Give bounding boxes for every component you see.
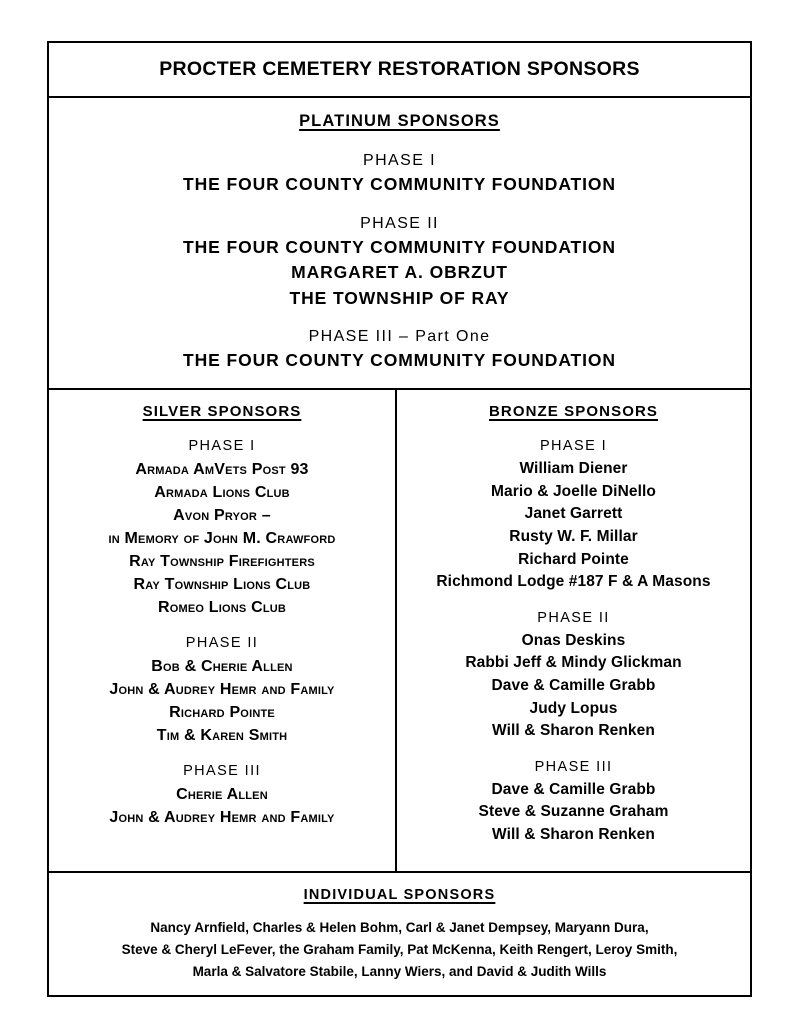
individual-sponsor-line: Steve & Cheryl LeFever, the Graham Family, Pat McKenna, Keith Rengert, Leroy Smith,: [121, 942, 678, 958]
sponsor-name: in Memory of John M. Crawford: [108, 530, 336, 548]
phase-label: PHASE I: [188, 438, 256, 455]
bronze-phase-list: [405, 435, 742, 846]
sponsor-name: Armada AmVets Post 93: [135, 461, 309, 479]
sponsor-name: Rabbi Jeff & Mindy Glickman: [465, 654, 682, 672]
sponsor-name: Janet Garrett: [524, 505, 623, 523]
sponsor-name: THE FOUR COUNTY COMMUNITY FOUNDATION: [183, 174, 616, 195]
sponsor-name: Richmond Lodge #187 F & A Masons: [436, 573, 711, 591]
sponsor-name: Will & Sharon Renken: [492, 825, 655, 843]
sponsor-name: Cherie Allen: [176, 786, 268, 804]
columns-section: [49, 390, 750, 873]
phase-label: PHASE III – Part One: [308, 327, 491, 345]
phase-group: [49, 149, 750, 198]
bronze-column: [397, 390, 750, 871]
individual-sponsor-line: Nancy Arnfield, Charles & Helen Bohm, Carl & Janet Dempsey, Maryann Dura,: [150, 920, 649, 936]
phase-group: [57, 760, 387, 829]
phase-label: PHASE II: [537, 609, 610, 626]
phase-group: [49, 212, 750, 311]
phase-label: PHASE III: [183, 763, 261, 780]
phase-label: PHASE I: [363, 152, 436, 169]
silver-phase-list: [57, 435, 387, 829]
bronze-heading: BRONZE SPONSORS: [488, 403, 659, 421]
page-title: PROCTER CEMETERY RESTORATION SPONSORS: [159, 58, 640, 80]
phase-group: [49, 325, 750, 374]
sponsor-name: THE FOUR COUNTY COMMUNITY FOUNDATION: [183, 350, 616, 371]
phase-group: [57, 435, 387, 619]
sponsor-name: Richard Pointe: [169, 704, 275, 722]
phase-label: PHASE III: [534, 758, 613, 775]
phase-label: PHASE II: [360, 214, 439, 232]
sponsor-name: Avon Pryor –: [173, 507, 271, 525]
sponsor-name: Judy Lopus: [529, 699, 618, 717]
sponsor-name: MARGARET A. OBRZUT: [291, 262, 508, 283]
individual-sponsor-line: Marla & Salvatore Stabile, Lanny Wiers, and David & Judith Wills: [192, 964, 607, 980]
sponsor-name: Ray Township Firefighters: [129, 553, 315, 571]
sponsor-name: Armada Lions Club: [154, 484, 290, 502]
sponsor-name: Richard Pointe: [518, 550, 629, 568]
individual-heading: INDIVIDUAL SPONSORS: [303, 887, 496, 904]
individual-sponsor-list: [49, 917, 750, 983]
silver-heading: SILVER SPONSORS: [142, 403, 302, 421]
phase-group: [405, 607, 742, 743]
sponsor-name: Mario & Joelle DiNello: [491, 482, 656, 500]
sponsor-name: John & Audrey Hemr and Family: [109, 681, 335, 699]
sponsor-name: Steve & Suzanne Graham: [478, 803, 669, 821]
platinum-phase-list: [49, 149, 750, 373]
sponsor-name: Will & Sharon Renken: [492, 722, 655, 740]
title-row: [49, 43, 750, 98]
sponsor-table: [47, 41, 752, 997]
sponsor-name: Ray Township Lions Club: [133, 576, 311, 594]
phase-label: PHASE II: [185, 635, 259, 652]
sponsor-name: THE FOUR COUNTY COMMUNITY FOUNDATION: [183, 236, 616, 257]
sponsor-name: Rusty W. F. Millar: [509, 528, 638, 546]
sponsor-name: Tim & Karen Smith: [156, 727, 288, 745]
phase-group: [405, 756, 742, 847]
individual-section: [49, 873, 750, 995]
phase-group: [57, 632, 387, 747]
sponsor-name: Romeo Lions Club: [157, 599, 287, 617]
sponsor-name: Dave & Camille Grabb: [491, 780, 656, 798]
silver-column: [49, 390, 397, 871]
sponsor-name: Dave & Camille Grabb: [491, 676, 656, 694]
sponsor-name: THE TOWNSHIP OF RAY: [289, 287, 510, 308]
phase-label: PHASE I: [539, 438, 607, 455]
sponsor-name: William Diener: [519, 460, 628, 478]
phase-group: [405, 435, 742, 594]
platinum-section: [49, 98, 750, 390]
sponsor-name: Onas Deskins: [521, 631, 626, 649]
sponsor-name: John & Audrey Hemr and Family: [109, 809, 335, 827]
platinum-heading: PLATINUM SPONSORS: [299, 112, 500, 130]
sponsor-name: Bob & Cherie Allen: [151, 658, 293, 676]
